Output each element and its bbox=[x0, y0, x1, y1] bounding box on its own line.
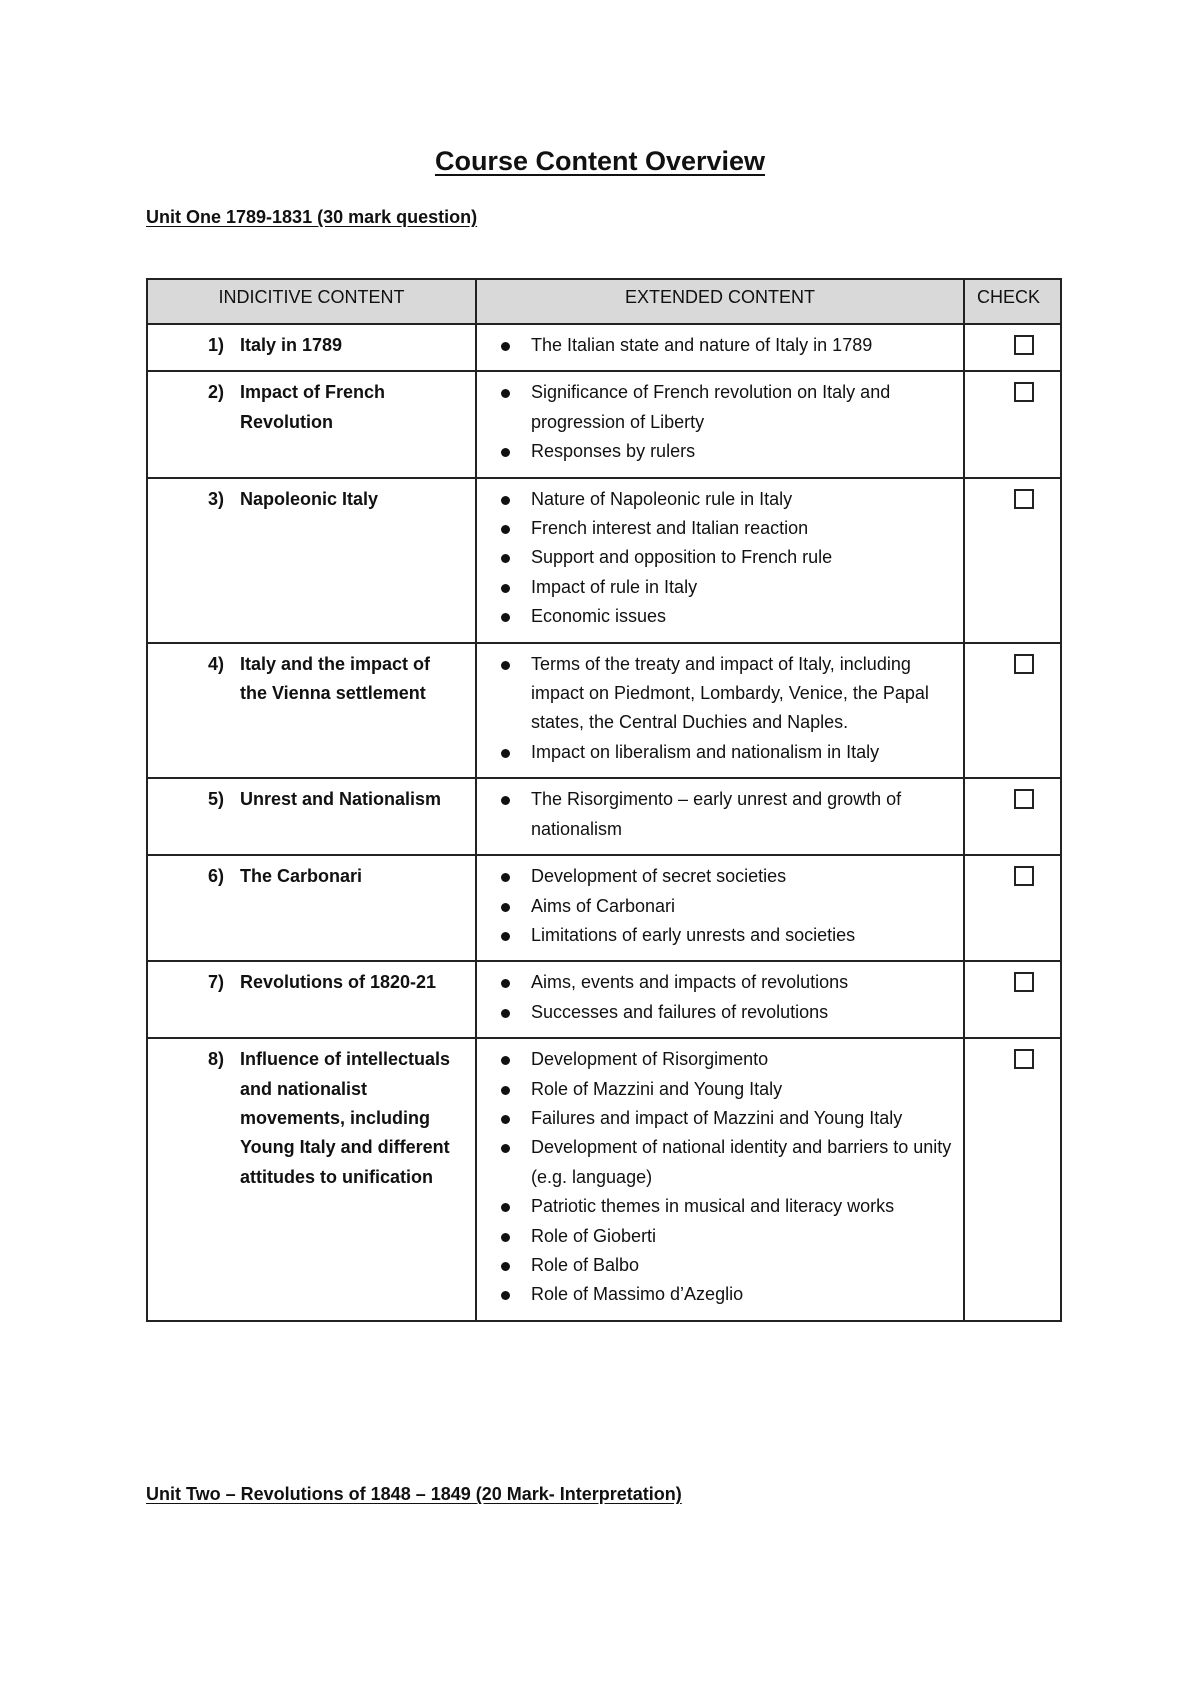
page-title: Course Content Overview bbox=[434, 146, 766, 176]
table-row bbox=[147, 778, 1061, 855]
list-item: Responses by rulers bbox=[531, 437, 953, 466]
checkbox-icon[interactable] bbox=[1014, 1049, 1034, 1069]
topic-entry bbox=[158, 378, 465, 437]
topic-entry bbox=[158, 650, 465, 709]
list-item: French interest and Italian reaction bbox=[531, 514, 953, 543]
check-cell bbox=[964, 961, 1061, 1038]
check-cell bbox=[964, 324, 1061, 371]
table-body bbox=[147, 324, 1061, 1321]
topic-number: 4) bbox=[207, 653, 224, 674]
topic-number: 6) bbox=[207, 866, 224, 887]
indicative-content-cell bbox=[147, 478, 476, 643]
extended-content-list bbox=[487, 1045, 953, 1310]
topic-entry bbox=[158, 485, 465, 514]
indicative-content-cell bbox=[147, 643, 476, 779]
indicative-content-cell bbox=[147, 778, 476, 855]
checkbox-icon[interactable] bbox=[1014, 654, 1034, 674]
list-item: Nature of Napoleonic rule in Italy bbox=[531, 485, 953, 514]
indicative-content-cell bbox=[147, 1038, 476, 1321]
topic-entry bbox=[158, 1045, 465, 1192]
checkbox-icon[interactable] bbox=[1014, 789, 1034, 809]
extended-content-list bbox=[487, 862, 953, 950]
list-item: Terms of the treaty and impact of Italy, including impact on Piedmont, Lombardy, Venice, the Papal states, the Central Duchies and Naples. bbox=[531, 650, 953, 738]
unit-one-heading: Unit One 1789-1831 (30 mark question) bbox=[146, 207, 478, 227]
header-indicative-content: INDICITIVE CONTENT bbox=[147, 279, 476, 324]
topic-number: 3) bbox=[207, 488, 224, 509]
list-item: Role of Mazzini and Young Italy bbox=[531, 1075, 953, 1104]
check-cell bbox=[964, 478, 1061, 643]
table-header-row bbox=[147, 279, 1061, 324]
extended-content-list bbox=[487, 485, 953, 632]
list-item: Patriotic themes in musical and literacy works bbox=[531, 1192, 953, 1221]
table-row bbox=[147, 324, 1061, 371]
list-item: Successes and failures of revolutions bbox=[531, 998, 953, 1027]
list-item: Significance of French revolution on Italy and progression of Liberty bbox=[531, 378, 953, 437]
table-row bbox=[147, 1038, 1061, 1321]
list-item: Aims, events and impacts of revolutions bbox=[531, 968, 953, 997]
table-row bbox=[147, 961, 1061, 1038]
topic-entry bbox=[158, 785, 465, 814]
extended-content-cell bbox=[476, 778, 964, 855]
header-check: CHECK bbox=[964, 279, 1061, 324]
list-item: The Risorgimento – early unrest and growth of nationalism bbox=[531, 785, 953, 844]
course-content-table bbox=[146, 278, 1062, 1322]
table-row bbox=[147, 478, 1061, 643]
indicative-content-cell bbox=[147, 324, 476, 371]
topic-number: 5) bbox=[207, 789, 224, 810]
indicative-content-cell bbox=[147, 371, 476, 477]
topic-title: Impact of French Revolution bbox=[240, 382, 386, 432]
list-item: Limitations of early unrests and societies bbox=[531, 921, 953, 950]
extended-content-list bbox=[487, 650, 953, 768]
list-item: Impact on liberalism and nationalism in Italy bbox=[531, 738, 953, 767]
header-extended-content: EXTENDED CONTENT bbox=[476, 279, 964, 324]
topic-title: Napoleonic Italy bbox=[240, 488, 379, 509]
list-item: Role of Gioberti bbox=[531, 1222, 953, 1251]
topic-number: 7) bbox=[207, 972, 224, 993]
extended-content-cell bbox=[476, 478, 964, 643]
list-item: Impact of rule in Italy bbox=[531, 573, 953, 602]
checkbox-icon[interactable] bbox=[1014, 972, 1034, 992]
list-item: Aims of Carbonari bbox=[531, 892, 953, 921]
topic-title: The Carbonari bbox=[240, 866, 363, 887]
table-row bbox=[147, 855, 1061, 961]
topic-title: Influence of intellectuals and nationalist movements, including Young Italy and different attitudes to unification bbox=[240, 1049, 451, 1187]
extended-content-cell bbox=[476, 324, 964, 371]
extended-content-cell bbox=[476, 1038, 964, 1321]
indicative-content-cell bbox=[147, 961, 476, 1038]
topic-title: Unrest and Nationalism bbox=[240, 789, 442, 810]
extended-content-cell bbox=[476, 371, 964, 477]
checkbox-icon[interactable] bbox=[1014, 382, 1034, 402]
list-item: Economic issues bbox=[531, 602, 953, 631]
list-item: Support and opposition to French rule bbox=[531, 543, 953, 572]
list-item: Development of national identity and barriers to unity (e.g. language) bbox=[531, 1133, 953, 1192]
list-item: Development of secret societies bbox=[531, 862, 953, 891]
topic-entry bbox=[158, 862, 465, 891]
extended-content-list bbox=[487, 378, 953, 466]
topic-number: 1) bbox=[207, 335, 224, 355]
topic-title: Italy and the impact of the Vienna settlement bbox=[240, 653, 431, 704]
list-item: Role of Balbo bbox=[531, 1251, 953, 1280]
topic-number: 8) bbox=[207, 1049, 224, 1070]
extended-content-cell bbox=[476, 855, 964, 961]
topic-title: Italy in 1789 bbox=[240, 335, 343, 355]
extended-content-list bbox=[487, 785, 953, 844]
list-item: The Italian state and nature of Italy in 1789 bbox=[531, 331, 953, 360]
extended-content-list bbox=[487, 968, 953, 1027]
extended-content-cell bbox=[476, 643, 964, 779]
checkbox-icon[interactable] bbox=[1014, 489, 1034, 509]
topic-entry bbox=[158, 968, 465, 997]
table-row bbox=[147, 643, 1061, 779]
table-row bbox=[147, 371, 1061, 477]
list-item: Development of Risorgimento bbox=[531, 1045, 953, 1074]
check-cell bbox=[964, 643, 1061, 779]
topic-title: Revolutions of 1820-21 bbox=[240, 972, 437, 993]
indicative-content-cell bbox=[147, 855, 476, 961]
extended-content-list bbox=[487, 331, 953, 360]
check-cell bbox=[964, 778, 1061, 855]
unit-two-heading: Unit Two – Revolutions of 1848 – 1849 (20 Mark- Interpretation) bbox=[146, 1484, 682, 1504]
topic-number: 2) bbox=[207, 382, 224, 403]
check-cell bbox=[964, 855, 1061, 961]
check-cell bbox=[964, 1038, 1061, 1321]
check-cell bbox=[964, 371, 1061, 477]
list-item: Role of Massimo d’Azeglio bbox=[531, 1280, 953, 1309]
extended-content-cell bbox=[476, 961, 964, 1038]
topic-entry bbox=[158, 331, 465, 360]
list-item: Failures and impact of Mazzini and Young Italy bbox=[531, 1104, 953, 1133]
checkbox-icon[interactable] bbox=[1014, 866, 1034, 886]
checkbox-icon[interactable] bbox=[1014, 335, 1034, 355]
